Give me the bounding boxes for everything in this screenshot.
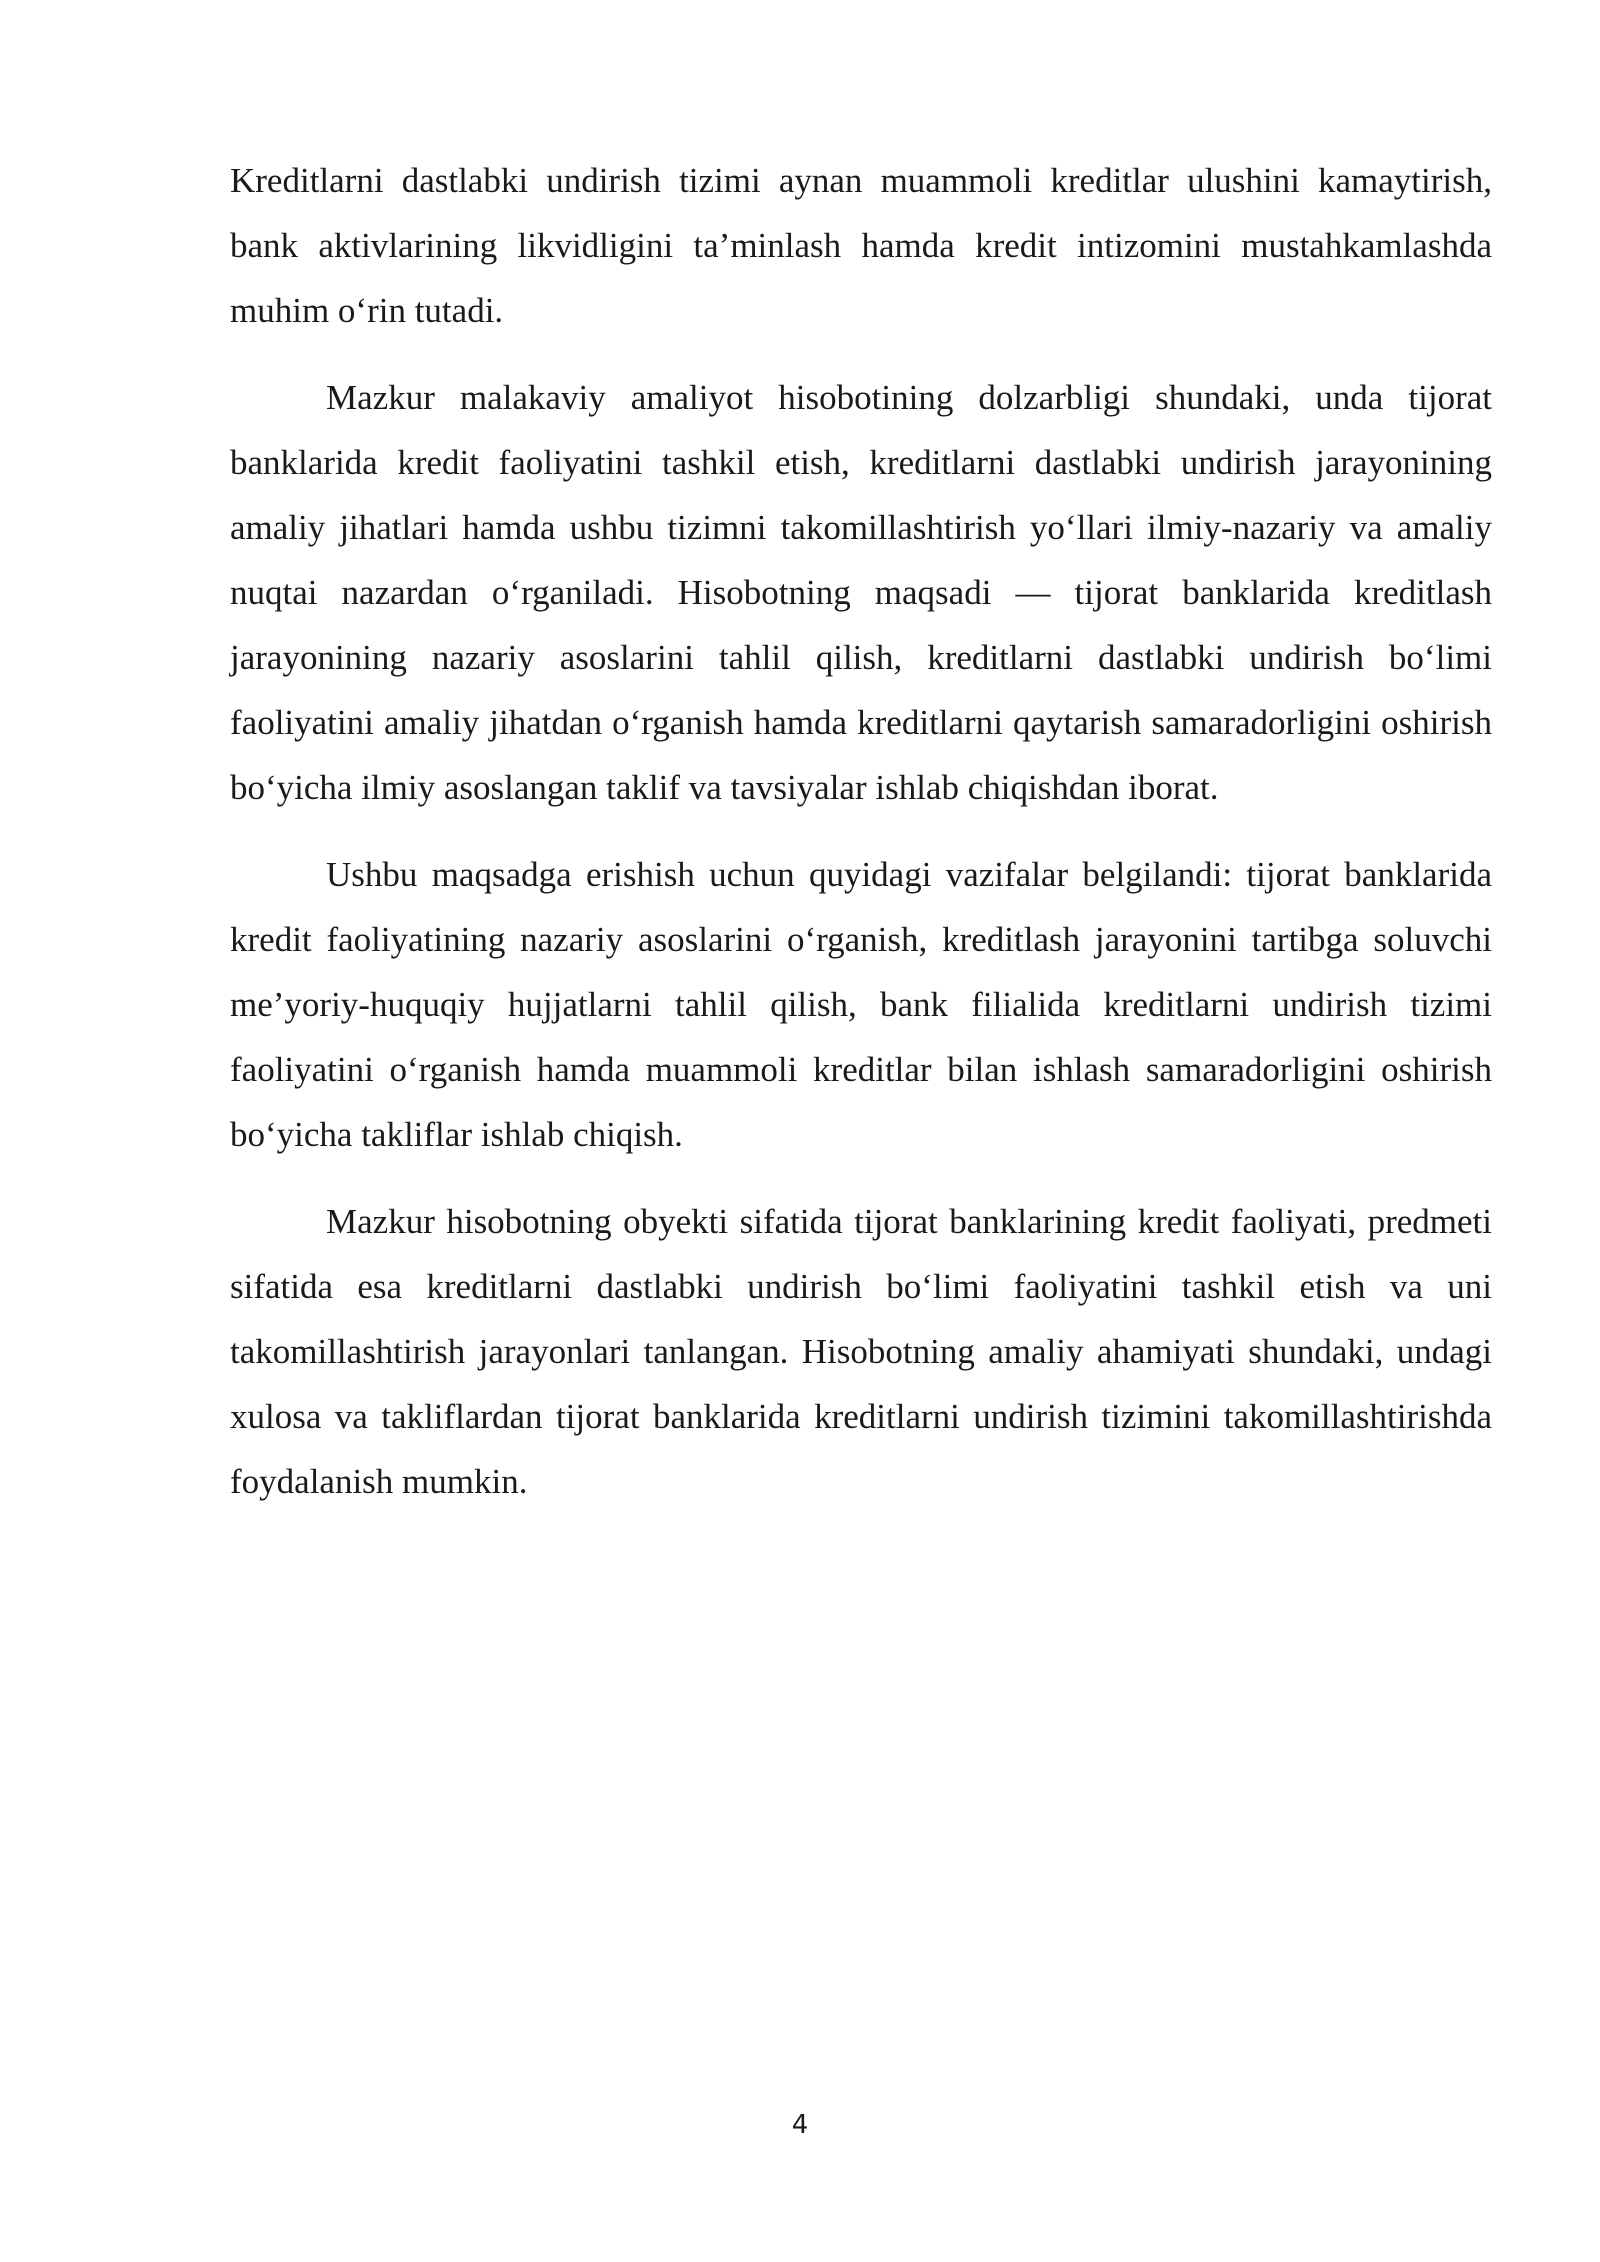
paragraph-4: Mazkur hisobotning obyekti sifatida tijorat banklarining kredit faoliyati, predmeti sifatida esa kreditlarni dastlabki undirish bo‘limi faoliyatini tashkil etish va uni takomillashtirish jarayonlari tanlangan. Hisobotning amaliy ahamiyati shundaki, undagi xulosa va takliflardan tijorat banklarida kreditlarni undirish tizimini takomillashtirishda foydalanish mumkin.: [230, 1202, 1492, 1501]
paragraph-1: Kreditlarni dastlabki undirish tizimi aynan muammoli kreditlar ulushini kamaytirish, bank aktivlarining likvidligini ta’minlash hamda kredit intizomini mustahkamlashda muhim o‘rin tutadi.: [230, 161, 1492, 330]
paragraph-3: Ushbu maqsadga erishish uchun quyidagi vazifalar belgilandi: tijorat banklarida kredit faoliyatining nazariy asoslarini o‘rganish, kreditlash jarayonini tartibga soluvchi me’yoriy-huquqiy hujjatlarni tahlil qilish, bank filialida kreditlarni undirish tizimi faoliyatini o‘rganish hamda muammoli kreditlar bilan ishlash samaradorligini oshirish bo‘yicha takliflar ishlab chiqish.: [230, 855, 1492, 1154]
page-number: 4: [791, 2110, 809, 2140]
document-body: [230, 148, 1492, 1536]
paragraph-2: Mazkur malakaviy amaliyot hisobotining dolzarbligi shundaki, unda tijorat banklarida kredit faoliyatini tashkil etish, kreditlarni dastlabki undirish jarayonining amaliy jihatlari hamda ushbu tizimni takomillashtirish yo‘llari ilmiy-nazariy va amaliy nuqtai nazardan o‘rganiladi. Hisobotning maqsadi — tijorat banklarida kreditlash jarayonining nazariy asoslarini tahlil qilish, kreditlarni dastlabki undirish bo‘limi faoliyatini amaliy jihatdan o‘rganish hamda kreditlarni qaytarish samaradorligini oshirish bo‘yicha ilmiy asoslangan taklif va tavsiyalar ishlab chiqishdan iborat.: [230, 378, 1492, 807]
